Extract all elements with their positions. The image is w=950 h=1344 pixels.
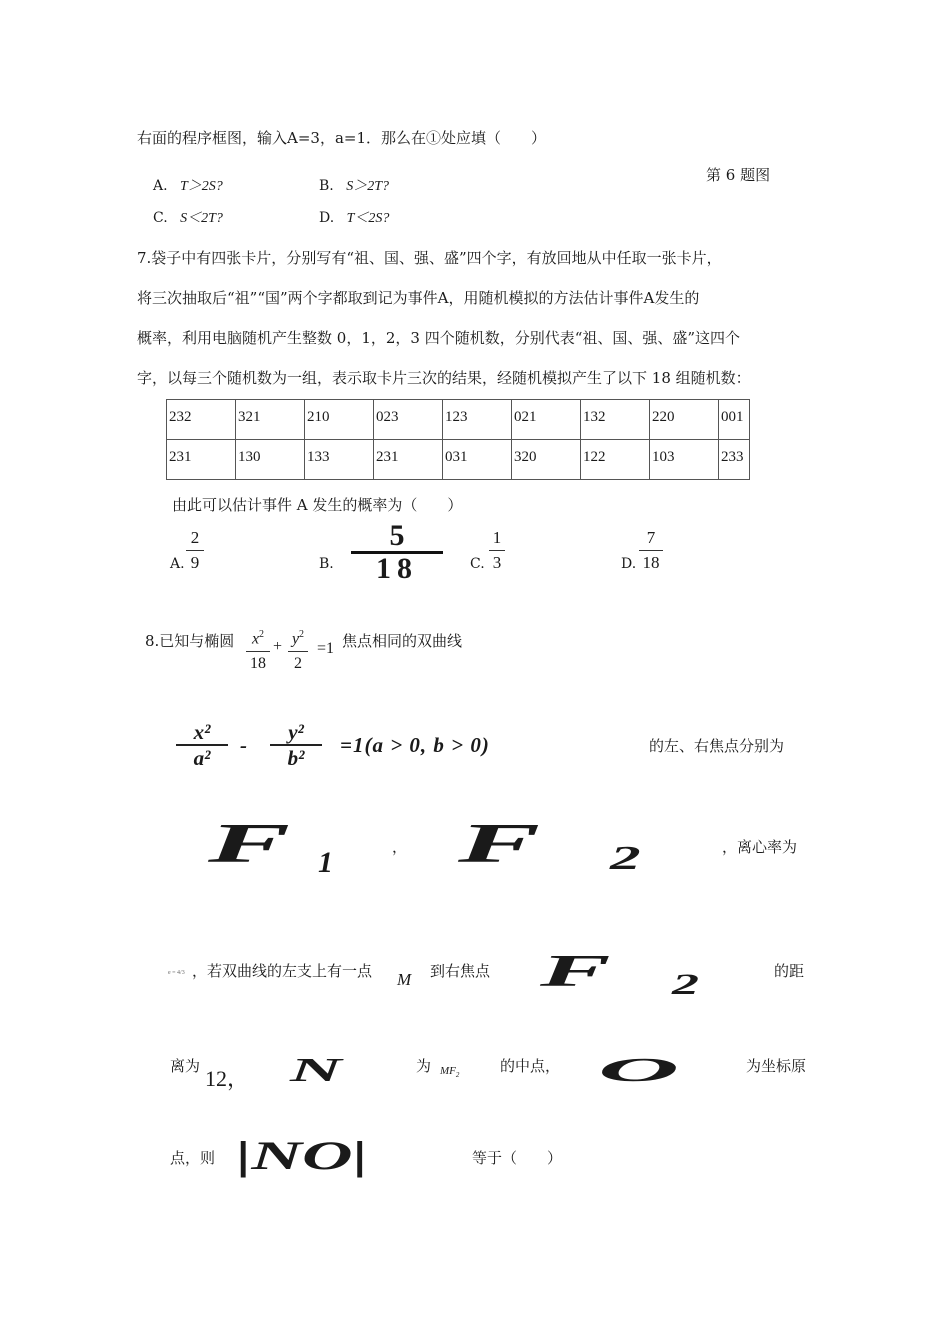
denominator: b² (287, 746, 305, 770)
f2-symbol (458, 812, 540, 876)
var-y: y (291, 630, 300, 648)
q8-intro-tail: 焦点相同的双曲线 (342, 632, 463, 650)
q7-option-b-letter: B. (319, 556, 334, 572)
fraction-bar (639, 550, 663, 551)
numerator: 5 (389, 519, 405, 552)
table-cell: 220 (650, 400, 719, 440)
exponent: 2 (299, 629, 305, 640)
f-letter: F (458, 813, 541, 875)
f2-subscript: 2 (610, 840, 641, 877)
f1-subscript: 1 (318, 846, 333, 879)
q6-option-a (153, 175, 223, 195)
f2b-subscript: 2 (672, 968, 699, 1001)
minus-sign: - (240, 733, 247, 757)
abs-no: |NO| (236, 1133, 368, 1178)
numerator (246, 625, 270, 649)
q7-option-d-fraction (639, 528, 663, 573)
exponent: 2 (259, 629, 265, 640)
q6-option-b (319, 175, 389, 195)
hyperbola-x-term (176, 722, 228, 768)
table-cell: 021 (512, 400, 581, 440)
option-letter: D. (319, 210, 335, 226)
var-x: x (251, 630, 260, 648)
denominator: 3 (492, 553, 502, 572)
q8-line3-a: ，若双曲线的左支上有一点 (192, 962, 373, 980)
q7-option-a-fraction (186, 528, 204, 573)
fraction-bar (246, 651, 270, 652)
q8-line3-b: 到右焦点 (430, 962, 491, 980)
numerator: 2 (190, 528, 200, 547)
origin-o: O (598, 1052, 680, 1089)
q8-line4-c: 的中点， (500, 1057, 561, 1075)
distance-twelve: 12， (205, 1066, 250, 1091)
table-cell: 123 (443, 400, 512, 440)
option-letter: C. (153, 210, 168, 226)
random-number-table (166, 399, 750, 480)
option-text: T＞2S? (180, 179, 223, 194)
fraction-bar (186, 550, 204, 551)
table-cell: 133 (305, 440, 374, 480)
denominator: a² (193, 746, 211, 770)
hyperbola-y-term (270, 722, 322, 768)
q6-option-d (319, 207, 389, 227)
q7-line-1: 7.袋子中有四张卡片，分别写有“祖、国、强、盛”四个字，有放回地从中任取一张卡片， (137, 249, 722, 267)
q8-line4-b: 为 (416, 1057, 432, 1075)
denominator: 2 (294, 655, 302, 673)
ellipse-x-term (246, 625, 270, 674)
table-row (167, 440, 750, 480)
point-n: N (290, 1052, 342, 1089)
f-letter: F (208, 813, 291, 875)
comma: ， (392, 838, 408, 856)
q7-line-2: 将三次抽取后“祖”“国”两个字都取到记为事件A，用随机模拟的方法估计事件A发生的 (137, 289, 700, 307)
q7-question: 由此可以估计事件 A 发生的概率为（ ） (172, 496, 463, 514)
table-cell: 130 (236, 440, 305, 480)
table-cell: 210 (305, 400, 374, 440)
table-cell: 023 (374, 400, 443, 440)
table-cell: 321 (236, 400, 305, 440)
q7-line-3: 概率，利用电脑随机产生整数 0，1，2，3 四个随机数，分别代表“祖、国、强、盛”这四个 (137, 329, 741, 347)
q7-option-d-letter: D. (621, 556, 637, 572)
q8-line4-a: 离为 (170, 1057, 201, 1075)
q7-option-a-letter: A. (170, 556, 185, 572)
table-cell: 231 (167, 440, 236, 480)
table-cell: 231 (374, 440, 443, 480)
q7-option-c-letter: C. (470, 556, 485, 572)
q7-option-b-fraction (351, 519, 443, 585)
numerator: y² (288, 720, 304, 744)
denominator: 18 (250, 655, 266, 673)
q7-line-4: 字，以每三个随机数为一组，表示取卡片三次的结果，经随机模拟产生了以下 18 组随机数： (137, 369, 751, 387)
f2b-symbol (540, 944, 611, 997)
table-cell: 001 (719, 400, 750, 440)
hyperbola-condition: =1(a > 0, b > 0) (340, 733, 490, 757)
table-cell: 232 (167, 400, 236, 440)
point-m: M (397, 970, 412, 989)
option-text: T＜2S? (346, 211, 390, 226)
ellipse-y-term (288, 625, 308, 674)
numerator (288, 625, 308, 649)
q6-option-c (153, 207, 223, 227)
fraction-bar (489, 550, 505, 551)
equals-one: =1 (317, 640, 335, 657)
option-text: S＞2T? (346, 179, 389, 194)
table-cell: 103 (650, 440, 719, 480)
q8-line5-b: 等于（ ） (472, 1149, 563, 1167)
table-cell: 233 (719, 440, 750, 480)
table-cell: 320 (512, 440, 581, 480)
table-cell: 031 (443, 440, 512, 480)
mf-subscript: 2 (455, 1071, 460, 1080)
fraction-bar (288, 651, 308, 652)
f-letter: F (540, 945, 611, 996)
q8-line3-c: 的距 (774, 962, 805, 980)
option-letter: A. (153, 178, 168, 194)
q8-line4-d: 为坐标原 (746, 1057, 807, 1075)
numerator: 7 (646, 528, 656, 547)
denominator: 18 (376, 552, 418, 585)
table-cell: 132 (581, 400, 650, 440)
f1-symbol (208, 812, 290, 876)
plus-sign: + (273, 638, 283, 655)
segment-mf2 (440, 1065, 459, 1079)
table-cell: 122 (581, 440, 650, 480)
q6-stem: 右面的程序框图，输入A=3，a=1．那么在①处应填（ ） (137, 129, 547, 147)
q8-intro: 8.已知与椭圆 (145, 632, 235, 650)
denominator: 9 (190, 553, 200, 572)
mf-label: MF (440, 1065, 456, 1077)
q6-figure-caption: 第 6 题图 (706, 166, 771, 184)
table-row (167, 400, 750, 440)
option-text: S＜2T? (180, 211, 223, 226)
numerator: x² (193, 720, 211, 744)
eccentricity-value: e = 4/3 (168, 970, 185, 976)
eccentricity-text: ，离心率为 (722, 838, 798, 856)
denominator: 18 (642, 553, 660, 572)
q8-line5-a: 点，则 (170, 1149, 216, 1167)
q7-option-c-fraction (489, 528, 505, 573)
option-letter: B. (319, 178, 334, 194)
foci-text: 的左、右焦点分别为 (649, 737, 785, 755)
numerator: 1 (492, 528, 502, 547)
